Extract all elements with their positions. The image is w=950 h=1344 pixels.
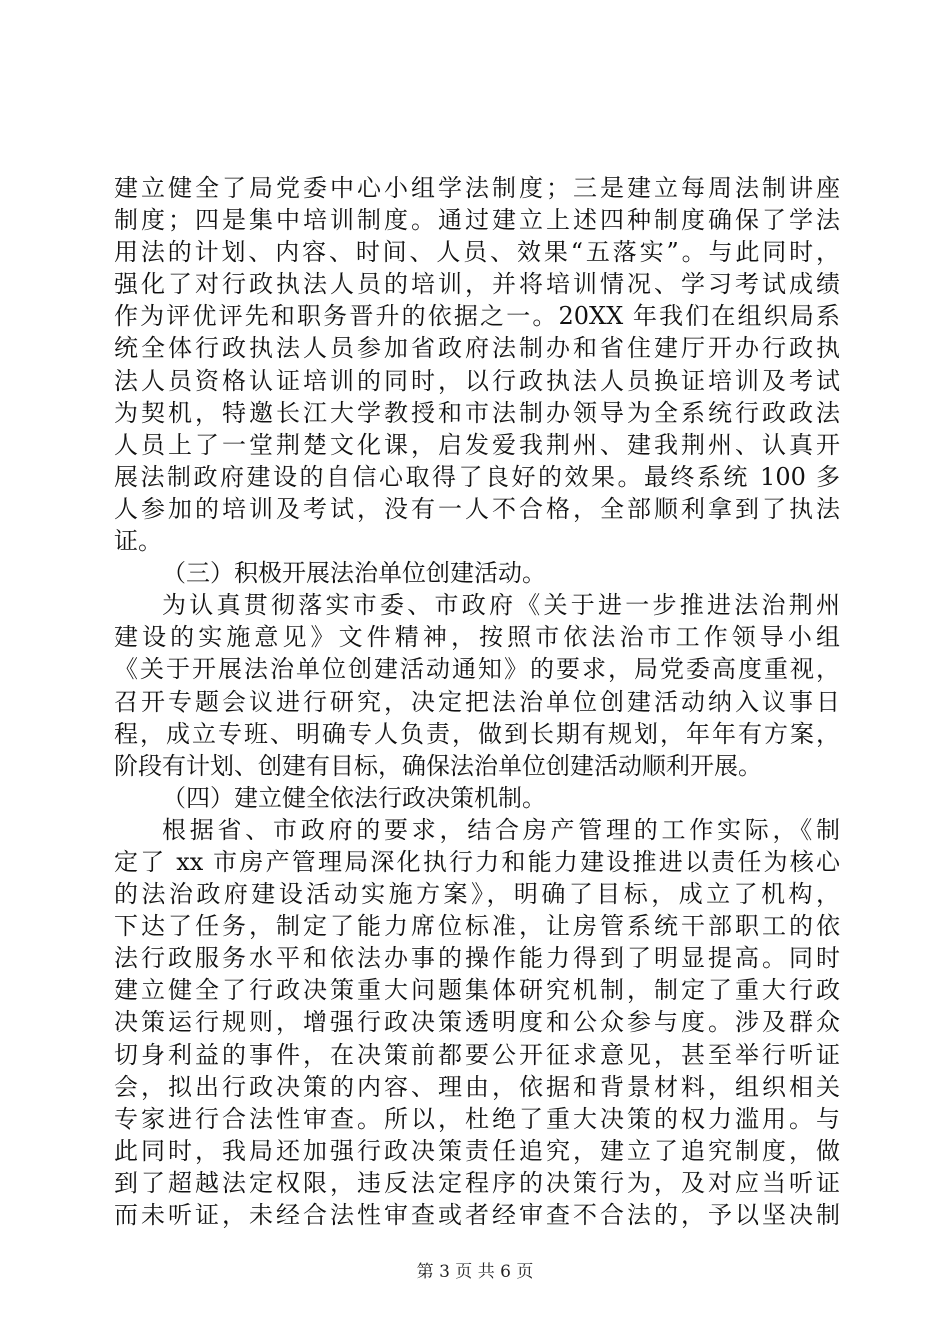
text-line: 建设的实施意见》文件精神，按照市依法治市工作领导小组 [114,623,840,652]
text-line: 召开专题会议进行研究，决定把法治单位创建活动纳入议事日 [114,687,840,716]
text-line: 展法制政府建设的自信心取得了良好的效果。最终系统 100 多 [114,462,840,491]
text-line: 会，拟出行政决策的内容、理由，依据和背景材料，组织相关 [114,1072,840,1101]
text-line: 人参加的培训及考试，没有一人不合格，全部顺利拿到了执法 [114,494,840,523]
text-line: 的法治政府建设活动实施方案》，明确了目标，成立了机构， [114,880,840,909]
text-line: 强化了对行政执法人员的培训，并将培训情况、学习考试成绩 [114,270,840,299]
text-line: 为契机，特邀长江大学教授和市法制办领导为全系统行政政法 [114,398,840,427]
text-line: 法人员资格认证培训的同时，以行政执法人员换证培训及考试 [114,366,840,395]
text-line: 统全体行政执法人员参加省政府法制办和省住建厅开办行政执 [114,334,840,363]
text-line: 阶段有计划、创建有目标，确保法治单位创建活动顺利开展。 [114,751,762,780]
text-line: 建立健全了行政决策重大问题集体研究机制，制定了重大行政 [114,976,840,1005]
body-text [114,172,840,1231]
text-line: 程，成立专班、明确专人负责，做到长期有规划，年年有方案， [114,719,840,748]
text-line: 证。 [114,527,162,556]
text-line: 切身利益的事件，在决策前都要公开征求意见，甚至举行听证 [114,1040,840,1069]
text-line: 定了 xx 市房产管理局深化执行力和能力建设推进以责任为核心 [114,847,840,876]
section-heading-4: （四）建立健全依法行政决策机制。 [162,783,546,812]
text-line: 而未听证，未经合法性审查或者经审查不合法的，予以坚决制 [114,1201,840,1229]
page-number-footer: 第 3 页 共 6 页 [416,1262,534,1282]
text-line: 《关于开展法治单位创建活动通知》的要求，局党委高度重视， [114,655,840,684]
text-line: 法行政服务水平和依法办事的操作能力得到了明显提高。同时 [114,944,840,973]
text-line: 为认真贯彻落实市委、市政府《关于进一步推进法治荆州 [162,591,840,620]
text-line: 此同时，我局还加强行政决策责任追究，建立了追究制度，做 [114,1136,840,1165]
text-line: 专家进行合法性审查。所以，杜绝了重大决策的权力滥用。与 [114,1104,840,1133]
text-line: 用法的计划、内容、时间、人员、效果“五落实”。与此同时， [114,238,840,267]
text-line: 下达了任务，制定了能力席位标准，让房管系统干部职工的依 [114,912,840,941]
section-heading-3: （三）积极开展法治单位创建活动。 [162,559,546,588]
text-line: 建立健全了局党委中心小组学法制度；三是建立每周法制讲座 [114,174,840,202]
text-line: 制度；四是集中培训制度。通过建立上述四种制度确保了学法 [114,206,840,235]
text-line: 根据省、市政府的要求，结合房产管理的工作实际，《制 [162,815,840,844]
text-line: 作为评优评先和职务晋升的依据之一。20XX 年我们在组织局系 [114,302,840,331]
text-line: 到了超越法定权限，违反法定程序的决策行为，及对应当听证 [114,1168,840,1197]
text-line: 人员上了一堂荆楚文化课，启发爱我荆州、建我荆州、认真开 [114,430,840,459]
text-line: 决策运行规则，增强行政决策透明度和公众参与度。涉及群众 [114,1008,840,1037]
